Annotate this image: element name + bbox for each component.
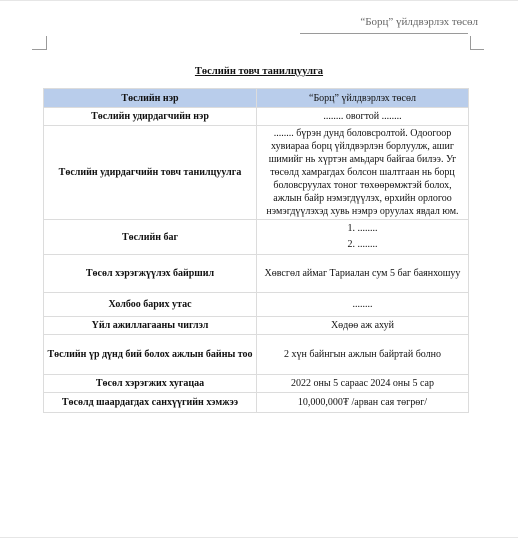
team-list [260,221,465,253]
crop-mark-left-h [32,49,46,50]
list-item: 1. ........ [347,223,378,234]
table-row [44,255,469,293]
row-value: 2 хүн байнгын ажлын байртай болно [257,335,469,375]
row-value: Хөдөө аж ахуй [257,317,469,335]
table-row [44,317,469,335]
table-row [44,393,469,413]
row-label: Төслийн удирдагчийн товч танилцуулга [44,126,257,220]
row-value: ........ бүрэн дунд боловсролтой. Одоогоор хувиараа борц үйлдвэрлэн борлуулж, ашиг шимийг нь хүртэн амьдарч байгаа билээ. Уг төсөлд хамрагдах болсон шалтгаан нь борц боловсруулах тоног төхөөрөмжтэй болох, ажлын байр нэмэгдүүлэх, өрхийн орлогоо нэмэгдүүлэхэд хувь нэмрэ оруулах явдал юм. [257,126,469,220]
list-item: 2. ........ [347,239,378,250]
running-header: “Борц” үйлдвэрлэх төсөл [360,16,478,28]
row-label: Төсөл хэрэгжих хугацаа [44,375,257,393]
row-label: Төслийн баг [44,220,257,255]
header-project-name-label: Төслийн нэр [44,89,257,108]
row-value: ........ овогтой ........ [257,108,469,126]
table-row [44,335,469,375]
team-list-cell [257,220,469,255]
table-header-row [44,89,469,108]
row-value: ........ [257,293,469,317]
header-project-name-value: “Борц” үйлдвэрлэх төсөл [257,89,469,108]
row-label: Төсөлд шаардагдах санхүүгийн хэмжээ [44,393,257,413]
row-value: Хөвсгөл аймаг Тариалан сум 5 баг баянхошуу [257,255,469,293]
crop-mark-right-h [470,49,484,50]
crop-mark-left-v [46,36,47,50]
table-row [44,375,469,393]
project-summary-table [43,88,469,413]
page-top-edge [0,0,518,1]
document-title: Төслийн товч танилцуулга [194,66,324,77]
row-label: Үйл ажиллагааны чиглэл [44,317,257,335]
row-label: Төслийн удирдагчийн нэр [44,108,257,126]
table-row [44,108,469,126]
crop-mark-right-v [470,36,471,50]
table-row [44,126,469,220]
row-label: Холбоо барих утас [44,293,257,317]
row-value: 10,000,000₮ /арван сая төгрөг/ [257,393,469,413]
row-value: 2022 оны 5 сараас 2024 оны 5 сар [257,375,469,393]
row-label: Төслийн үр дүнд бий болох ажлын байны тоо [44,335,257,375]
header-rule [300,33,468,34]
row-label: Төсөл хэрэгжүүлэх байршил [44,255,257,293]
table-row [44,220,469,255]
table-row [44,293,469,317]
